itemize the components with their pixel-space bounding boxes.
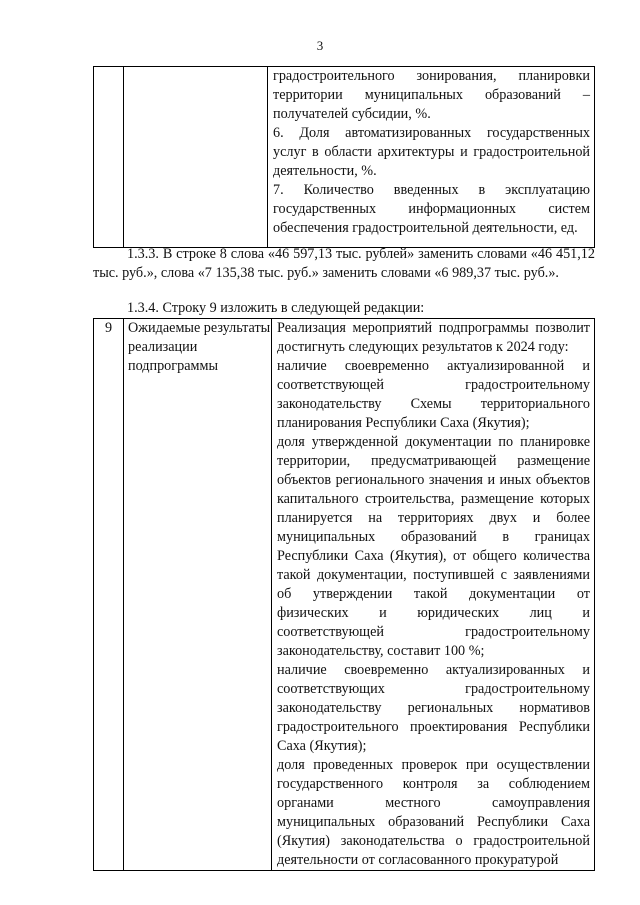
table-cell-content: [268, 67, 595, 248]
table-paragraph: Реализация мероприятий подпрограммы позволит достигнуть следующих результатов к 2024 году:: [277, 320, 590, 355]
amendment-paragraph-1-3-3: 1.3.3. В строке 8 слова «46 597,13 тыс. рублей» заменить словами «46 451,12 тыс. руб.», слова «7 135,38 тыс. руб.» заменить словами «6 989,37 тыс. руб.».: [93, 246, 595, 281]
table-cell-number: [94, 67, 124, 248]
table-paragraph: 7. Количество введенных в эксплуатацию государственных информационных систем обеспечения градостроительной деятельности, ед.: [273, 182, 590, 236]
table-paragraph: 6. Доля автоматизированных государственных услуг в области архитектуры и градостроительной деятельности, %.: [273, 125, 590, 179]
table-row: [94, 67, 595, 248]
table-paragraph: наличие своевременно актуализированных и соответствующих градостроительному законодательству региональных нормативов градостроительного проектирования Республики Саха (Якутия);: [277, 662, 590, 754]
table-paragraph: доля утвержденной документации по планировке территории, предусматривающей размещение объектов регионального значения и иных объектов капитального строительства, размещение которых планируется на территориях двух и более муниципальных образований в границах Республики Саха (Якутия), от общего количества такой документации, поступившей с заявлениями об утверждении такой документации от физических и юридических лиц и соответствующей градостроительному законодательству, составит 100 %;: [277, 434, 590, 659]
table-paragraph: доля проведенных проверок при осуществлении государственного контроля за соблюдением органами местного самоуправления муниципальных образований Республики Саха (Якутия) законодательства о градостроительной деятельности от согласованного прокуратурой: [277, 757, 590, 868]
table-row: [94, 319, 595, 871]
row-number: 9: [94, 319, 124, 871]
row-content: [272, 319, 595, 871]
amendment-paragraph-1-3-4: 1.3.4. Строку 9 изложить в следующей редакции:: [127, 300, 425, 316]
table-paragraph: градостроительного зонирования, планировки территории муниципальных образований – получателей субсидии, %.: [273, 68, 590, 122]
table-cell-name: [124, 67, 268, 248]
table-paragraph: наличие своевременно актуализированной и соответствующей градостроительному законодательству Схемы территориального планирования Республики Саха (Якутия);: [277, 358, 590, 431]
table-row-9: [93, 318, 595, 871]
page-number: 3: [316, 38, 324, 53]
row-name: Ожидаемые результаты реализации подпрограммы: [124, 319, 272, 871]
table-continuation: [93, 66, 595, 248]
